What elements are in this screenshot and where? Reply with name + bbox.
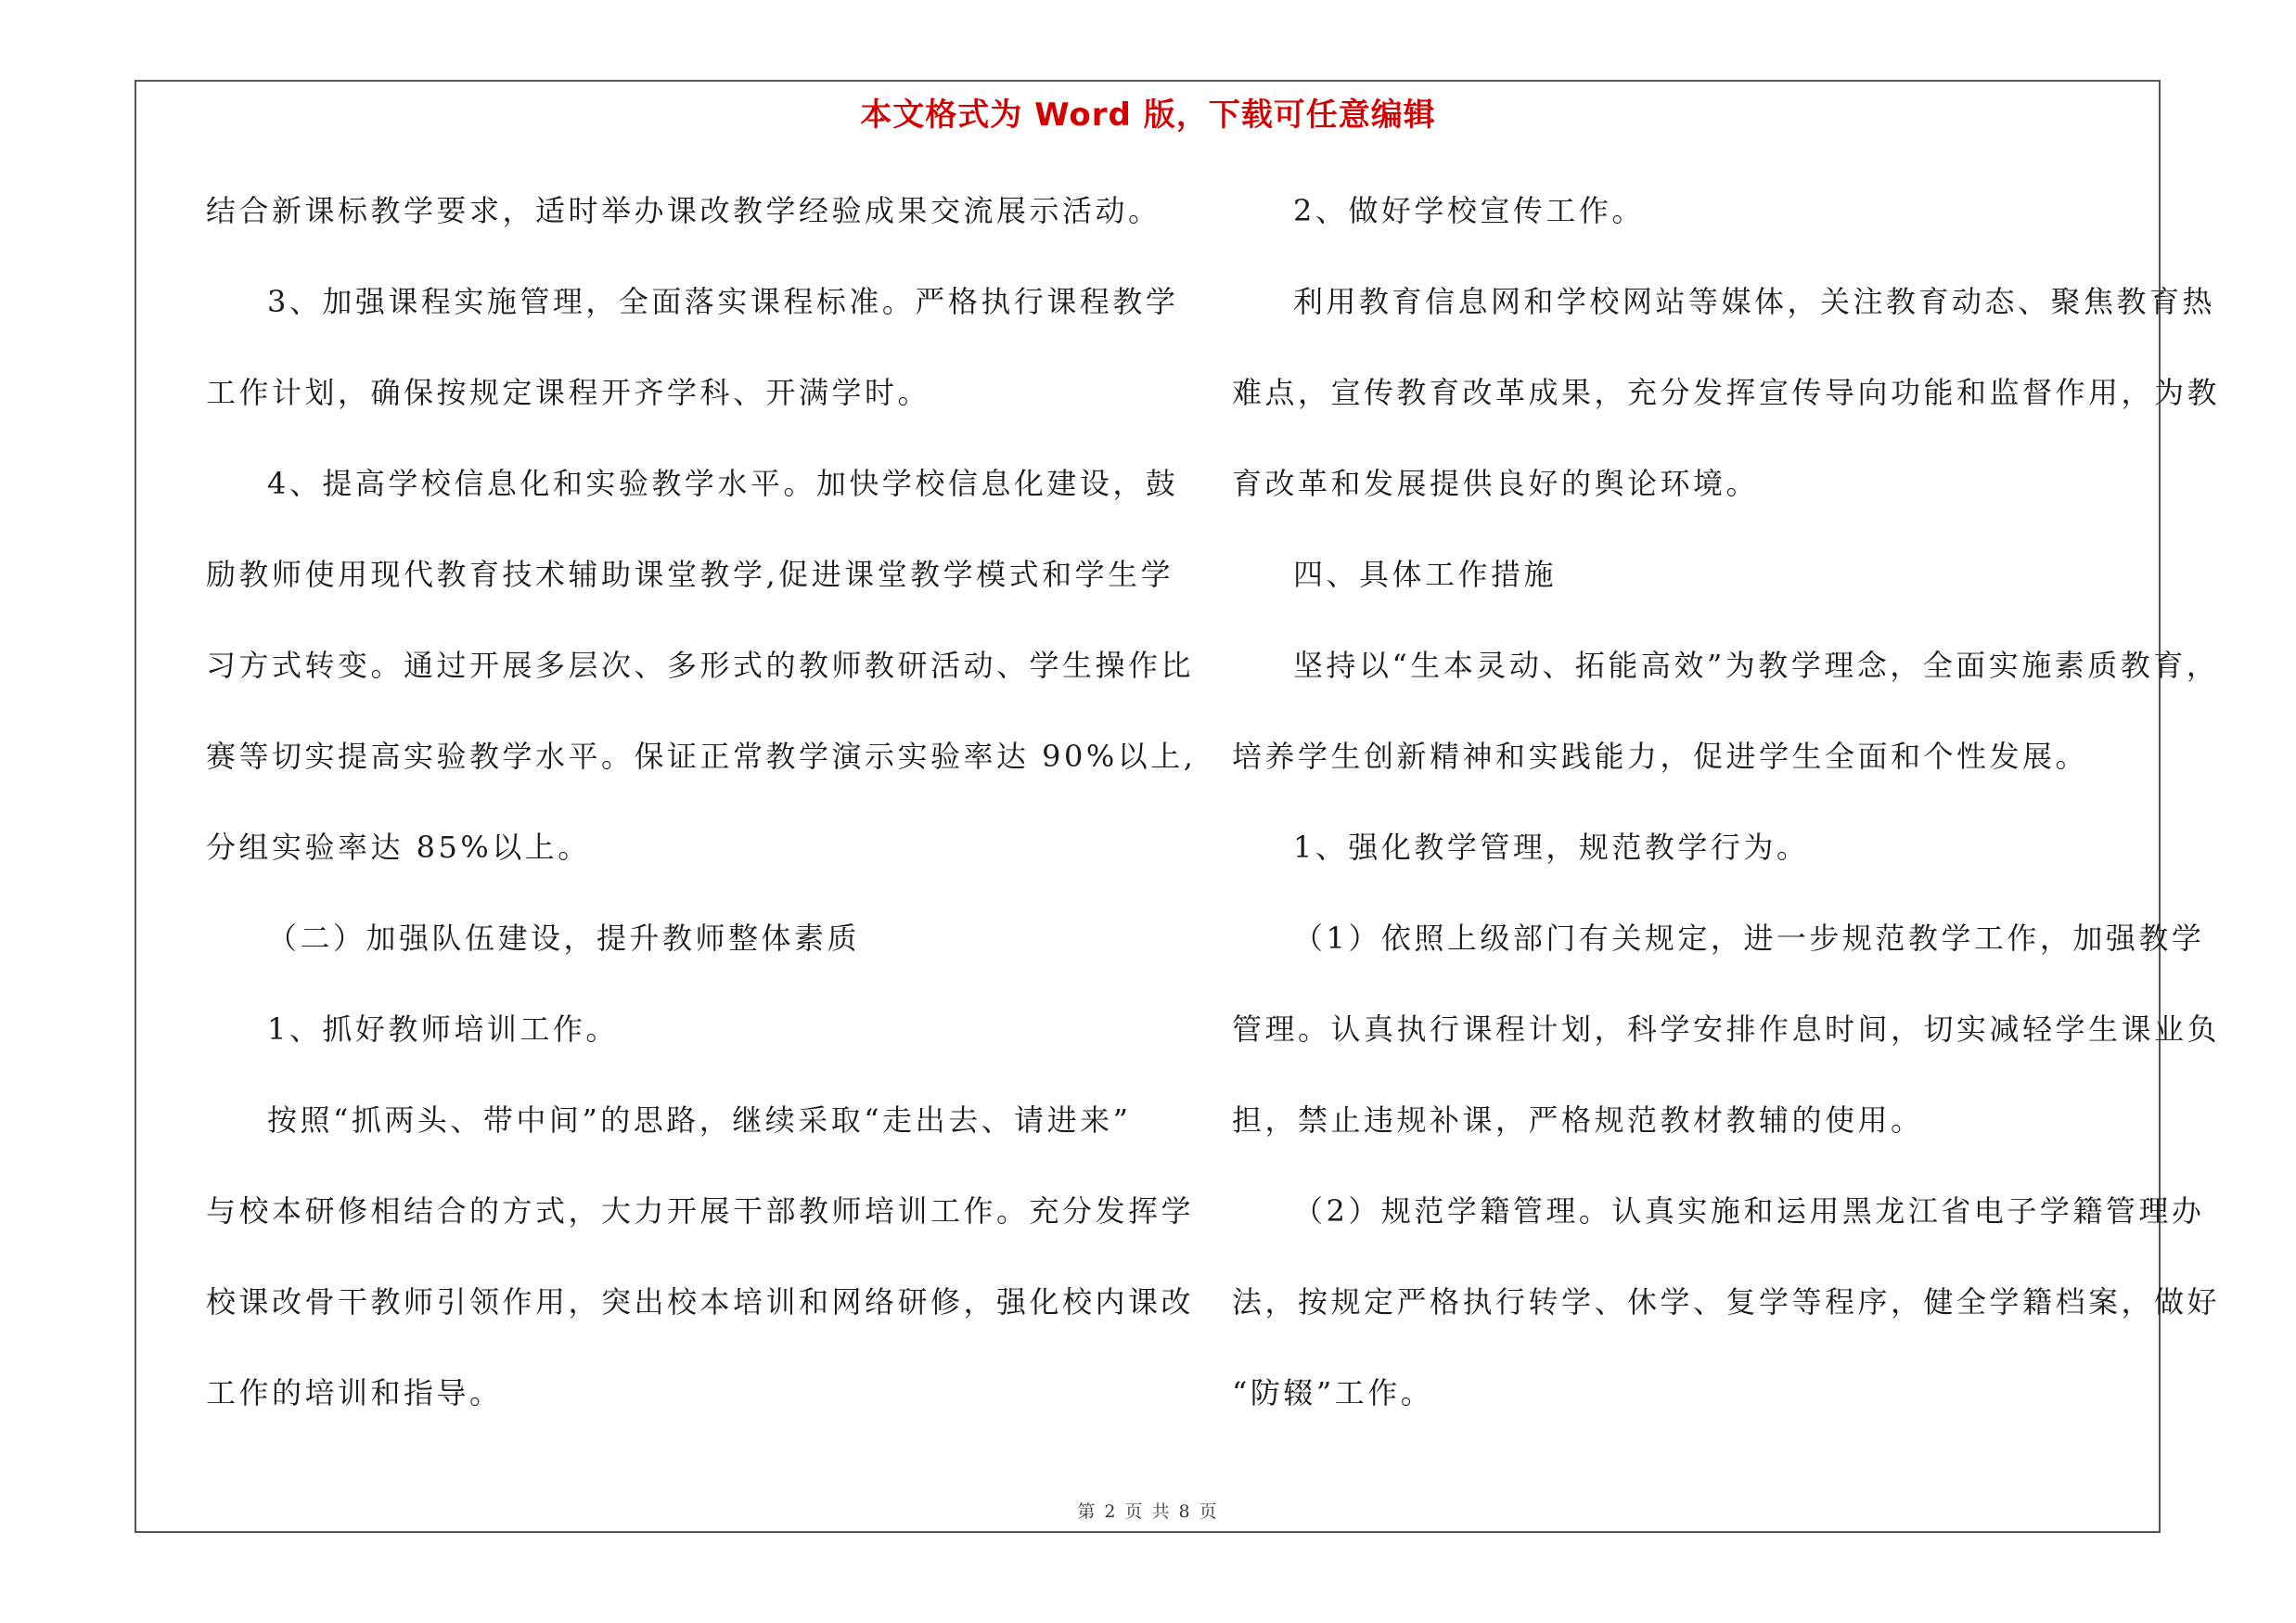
right-line-9: （1）依照上级部门有关规定，进一步规范教学工作，加强教学 (1293, 921, 2205, 956)
left-line-2: 3、加强课程实施管理，全面落实课程标准。严格执行课程教学 (267, 284, 1179, 319)
left-line-7: 赛等切实提高实验教学水平。保证正常教学演示实验率达 90%以上, (206, 739, 1197, 774)
left-line-4: 4、提高学校信息化和实验教学水平。加快学校信息化建设，鼓 (267, 466, 1179, 501)
left-line-1: 结合新课标教学要求，适时举办课改教学经验成果交流展示活动。 (206, 193, 1161, 228)
right-line-5: 四、具体工作措施 (1293, 557, 1558, 592)
left-line-8: 分组实验率达 85%以上。 (206, 830, 591, 865)
left-line-9: （二）加强队伍建设，提升教师整体素质 (267, 921, 861, 956)
left-line-10: 1、抓好教师培训工作。 (267, 1011, 619, 1047)
right-line-8: 1、强化教学管理，规范教学行为。 (1293, 830, 1810, 865)
right-line-6: 坚持以“生本灵动、拓能高效”为教学理念，全面实施素质教育， (1293, 648, 2220, 683)
left-line-14: 工作的培训和指导。 (206, 1375, 503, 1410)
right-line-10: 管理。认真执行课程计划，科学安排作息时间，切实减轻学生课业负 (1232, 1011, 2221, 1047)
left-line-3: 工作计划，确保按规定课程开齐学科、开满学时。 (206, 375, 931, 410)
right-line-7: 培养学生创新精神和实践能力，促进学生全面和个性发展。 (1232, 739, 2089, 774)
right-line-3: 难点，宣传教育改革成果，充分发挥宣传导向功能和监督作用，为教 (1232, 375, 2221, 410)
editable-format-banner: 本文格式为 Word 版，下载可任意编辑 (860, 97, 1436, 134)
right-line-11: 担，禁止违规补课，严格规范教材教辅的使用。 (1232, 1102, 1924, 1138)
left-column (206, 184, 1197, 1457)
right-line-2: 利用教育信息网和学校网站等媒体，关注教育动态、聚焦教育热 (1293, 284, 2216, 319)
right-line-14: “防辍”工作。 (1232, 1375, 1434, 1410)
right-column (1232, 184, 2221, 1457)
page-number-footer: 第 2 页 共 8 页 (1077, 1501, 1219, 1522)
left-line-6: 习方式转变。通过开展多层次、多形式的教师教研活动、学生操作比 (206, 648, 1195, 683)
right-line-13: 法，按规定严格执行转学、休学、复学等程序，健全学籍档案，做好 (1232, 1284, 2221, 1320)
left-line-5: 励教师使用现代教育技术辅助课堂教学,促进课堂教学模式和学生学 (206, 557, 1174, 592)
left-line-12: 与校本研修相结合的方式，大力开展干部教师培训工作。充分发挥学 (206, 1193, 1195, 1229)
right-line-12: （2）规范学籍管理。认真实施和运用黑龙江省电子学籍管理办 (1293, 1193, 2205, 1229)
left-line-13: 校课改骨干教师引领作用，突出校本培训和网络研修，强化校内课改 (206, 1284, 1195, 1320)
left-line-11: 按照“抓两头、带中间”的思路，继续采取“走出去、请进来” (267, 1102, 1132, 1138)
right-line-4: 育改革和发展提供良好的舆论环境。 (1232, 466, 1760, 501)
right-line-1: 2、做好学校宣传工作。 (1293, 193, 1645, 228)
